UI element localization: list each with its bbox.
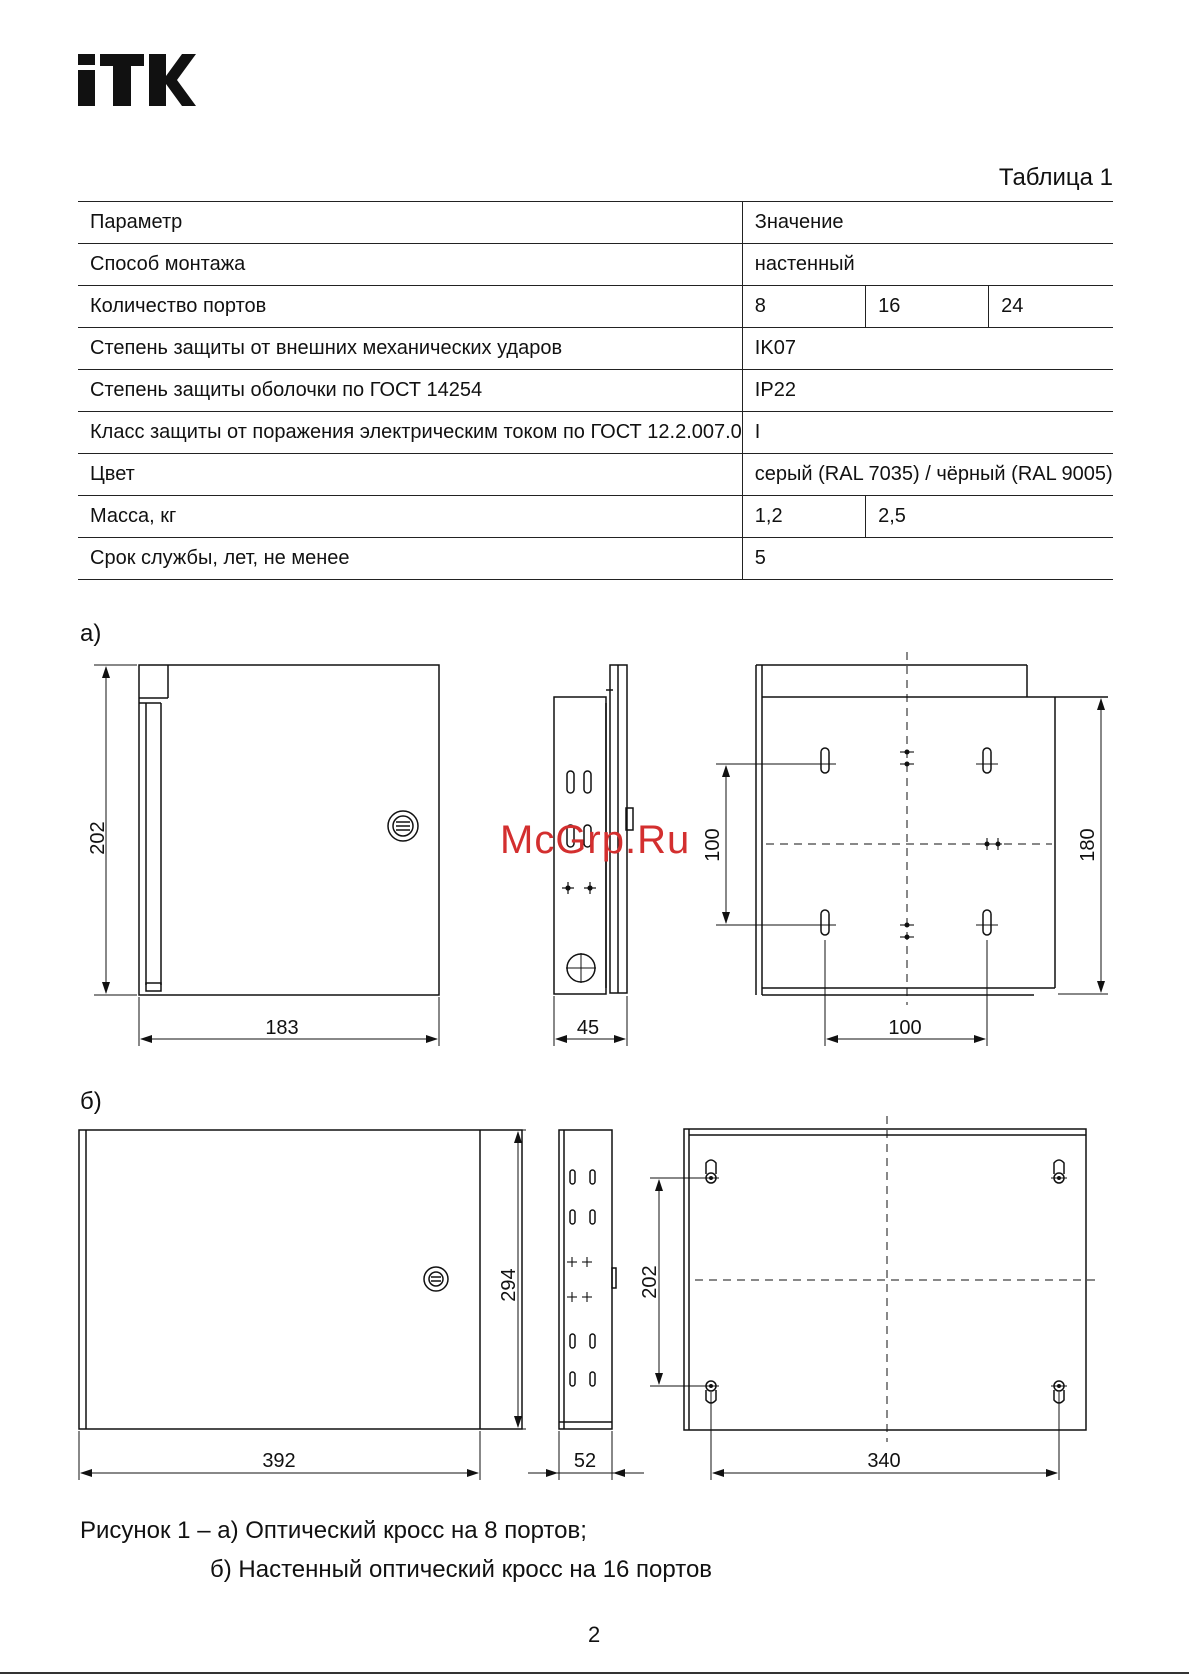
fig-a-front-view [94, 665, 439, 1046]
dim-a-back-height: 180 [1077, 828, 1099, 862]
figure-caption-line1: Рисунок 1 – а) Оптический кросс на 8 портов; [80, 1517, 587, 1544]
value-cell: 24 [989, 286, 1113, 328]
param-cell: Срок службы, лет, не менее [78, 538, 742, 580]
figure-a-label: а) [80, 620, 102, 647]
dim-b-mount-v: 202 [639, 1265, 661, 1299]
param-cell: Класс защиты от поражения электрическим током по ГОСТ 12.2.007.0 [78, 412, 742, 454]
figure-caption-line2: б) Настенный оптический кросс на 16 портов [210, 1556, 713, 1583]
dim-a-depth: 45 [576, 1017, 600, 1039]
fig-b-side-holes [567, 1257, 592, 1302]
value-cell: 8 [742, 286, 865, 328]
value-cell: IP22 [742, 370, 1112, 412]
param-cell: Способ монтажа [78, 244, 742, 286]
fig-b-front-view [79, 1130, 526, 1480]
param-cell: Цвет [78, 454, 742, 496]
value-cell: IK07 [742, 328, 1112, 370]
fig-a-back-view [716, 652, 1108, 1046]
table-caption: Таблица 1 [998, 164, 1113, 191]
param-cell: Степень защиты от внешних механических ударов [78, 328, 742, 370]
value-cell: серый (RAL 7035) / чёрный (RAL 9005) [742, 454, 1112, 496]
fig-b-back-crosshairs [703, 1177, 1067, 1388]
dim-b-height: 294 [498, 1268, 520, 1302]
bottom-rule [0, 1672, 1189, 1674]
param-cell: Параметр [78, 202, 742, 244]
param-cell: Количество портов [78, 286, 742, 328]
dim-a-width: 183 [265, 1017, 299, 1039]
value-cell: настенный [742, 244, 1112, 286]
fig-a-side-holes [562, 882, 596, 894]
page-number: 2 [588, 1622, 601, 1647]
value-cell: I [742, 412, 1112, 454]
dim-b-depth: 52 [573, 1450, 597, 1472]
param-cell: Степень защиты оболочки по ГОСТ 14254 [78, 370, 742, 412]
fig-b-side-view [528, 1130, 644, 1480]
value-cell: 1,2 [742, 496, 865, 538]
value-cell: 2,5 [866, 496, 1113, 538]
value-cell: 5 [742, 538, 1112, 580]
param-cell: Масса, кг [78, 496, 742, 538]
dim-b-width: 392 [262, 1450, 296, 1472]
dim-a-height: 202 [87, 821, 109, 855]
figure-b-label: б) [80, 1088, 102, 1115]
watermark: McGrp.Ru [500, 818, 691, 862]
value-cell: Значение [742, 202, 1112, 244]
dim-b-mount-h: 340 [867, 1450, 901, 1472]
dim-a-mount-h: 100 [888, 1017, 922, 1039]
dim-a-mount-v: 100 [702, 828, 724, 862]
fig-b-back-view [650, 1116, 1100, 1480]
value-cell: 16 [866, 286, 989, 328]
